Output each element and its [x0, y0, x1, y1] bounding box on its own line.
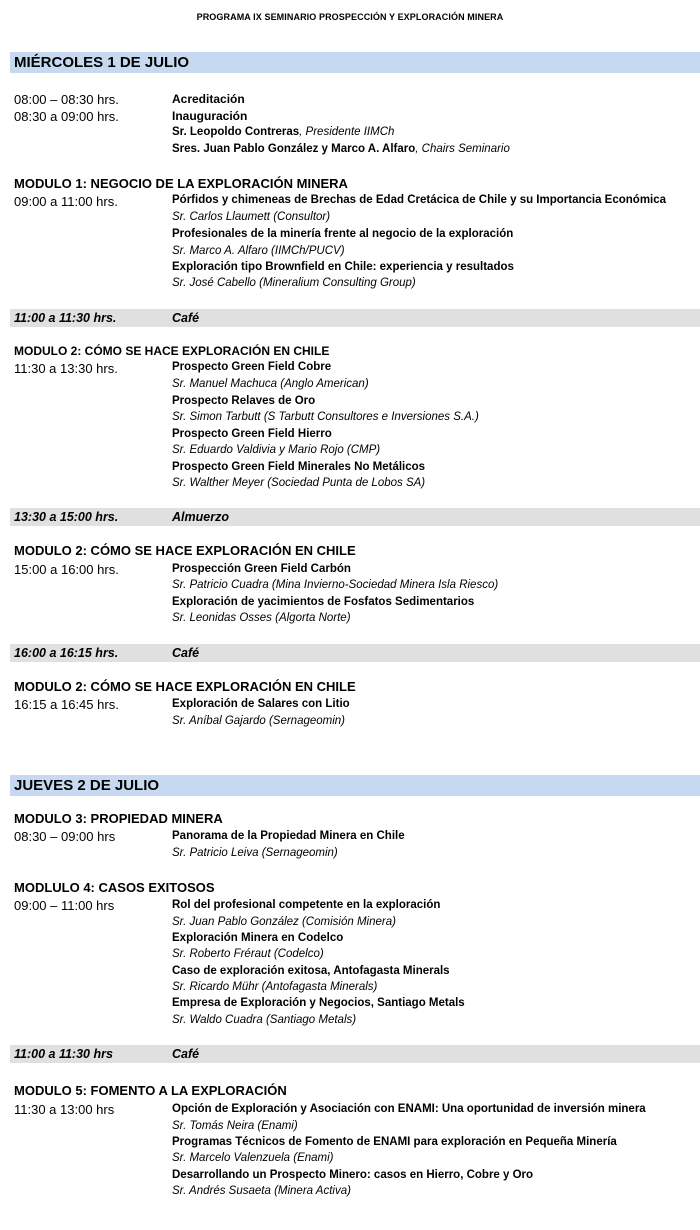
speaker-role: , Presidente IIMCh: [299, 126, 395, 138]
module-time: 09:00 a 11:00 hrs.: [14, 194, 118, 209]
session-time: 08:00 – 08:30 hrs.: [14, 92, 119, 107]
break-row: [10, 309, 700, 327]
module-title: MODULO 1: NEGOCIO DE LA EXPLORACIÓN MINERA: [14, 176, 348, 191]
module-time: 08:30 – 09:00 hrs: [14, 829, 116, 844]
speaker-role: , Chairs Seminario: [415, 143, 510, 155]
break-time: 11:00 a 11:30 hrs: [14, 1047, 113, 1061]
talk-speaker: Sr. Eduardo Valdivia y Mario Rojo (CMP): [172, 444, 381, 456]
talk-title: Pórfidos y chimeneas de Brechas de Edad Cretácica de Chile y su Importancia Económica: [172, 194, 667, 206]
module-time: 15:00 a 16:00 hrs.: [14, 562, 119, 577]
module-title: MODLULO 4: CASOS EXITOSOS: [14, 880, 215, 895]
module-title: MODULO 5: FOMENTO A LA EXPLORACIÓN: [14, 1083, 287, 1098]
break-label: Almuerzo: [172, 510, 229, 524]
break-label: Café: [172, 646, 200, 660]
talk-title: Rol del profesional competente en la exploración: [172, 899, 441, 911]
speaker-name: Sres. Juan Pablo González y Marco A. Alfaro: [172, 143, 416, 155]
break-row: [10, 508, 700, 526]
talk-speaker: Sr. Leonidas Osses (Algorta Norte): [172, 612, 351, 624]
session-time: 08:30 a 09:00 hrs.: [14, 109, 119, 124]
talk-title: Exploración tipo Brownfield en Chile: experiencia y resultados: [172, 261, 514, 273]
talk-speaker: Sr. José Cabello (Mineralium Consulting Group): [172, 277, 416, 289]
talk-title: Desarrollando un Prospecto Minero: casos en Hierro, Cobre y Oro: [172, 1169, 534, 1181]
talk-speaker: Sr. Simon Tarbutt (S Tarbutt Consultores e Inversiones S.A.): [172, 411, 479, 423]
module-time: 11:30 a 13:00 hrs: [14, 1102, 115, 1117]
talk-title: Empresa de Exploración y Negocios, Santiago Metals: [172, 997, 465, 1009]
break-row: [10, 644, 700, 662]
talk-speaker: Sr. Ricardo Mühr (Antofagasta Minerals): [172, 981, 378, 993]
talk-title: Profesionales de la minería frente al negocio de la exploración: [172, 228, 514, 240]
talk-speaker: Sr. Waldo Cuadra (Santiago Metals): [172, 1014, 357, 1026]
talk-title: Prospecto Green Field Minerales No Metálicos: [172, 461, 426, 473]
program-title: PROGRAMA IX SEMINARIO PROSPECCIÓN Y EXPLORACIÓN MINERA: [196, 12, 504, 22]
break-time: 11:00 a 11:30 hrs.: [14, 311, 117, 325]
talk-speaker: Sr. Patricio Leiva (Sernageomin): [172, 847, 338, 859]
talk-speaker: Sr. Walther Meyer (Sociedad Punta de Lobos SA): [172, 477, 426, 489]
talk-speaker: Sr. Aníbal Gajardo (Sernageomin): [172, 715, 346, 727]
talk-speaker: Sr. Marcelo Valenzuela (Enami): [172, 1152, 334, 1164]
talk-title: Exploración Minera en Codelco: [172, 932, 344, 944]
talk-title: Exploración de Salares con Litio: [172, 698, 350, 710]
talk-title: Exploración de yacimientos de Fosfatos Sedimentarios: [172, 596, 475, 608]
talk-speaker: Sr. Marco A. Alfaro (IIMCh/PUCV): [172, 245, 345, 257]
talk-title: Opción de Exploración y Asociación con ENAMI: Una oportunidad de inversión minera: [172, 1103, 646, 1115]
talk-title: Programas Técnicos de Fomento de ENAMI para exploración en Pequeña Minería: [172, 1136, 617, 1148]
day-header-thursday: JUEVES 2 DE JULIO: [10, 775, 700, 796]
talk-speaker: Sr. Manuel Machuca (Anglo American): [172, 378, 369, 390]
module-time: 09:00 – 11:00 hrs: [14, 898, 115, 913]
talk-speaker: Sr. Andrés Susaeta (Minera Activa): [172, 1185, 351, 1197]
break-label: Café: [172, 1047, 200, 1061]
talk-title: Prospecto Green Field Hierro: [172, 428, 332, 440]
talk-title: Prospecto Green Field Cobre: [172, 361, 332, 373]
session-title: Acreditación: [172, 92, 245, 106]
opening-speaker: [172, 143, 510, 155]
module-title: MODULO 2: CÓMO SE HACE EXPLORACIÓN EN CHILE: [14, 543, 356, 558]
talk-title: Prospección Green Field Carbón: [172, 563, 351, 575]
day-header-wednesday: MIÉRCOLES 1 DE JULIO: [10, 52, 700, 73]
talk-speaker: Sr. Roberto Fréraut (Codelco): [172, 948, 324, 960]
module-title: MODULO 2: CÓMO SE HACE EXPLORACIÓN EN CHILE: [14, 679, 356, 694]
talk-speaker: Sr. Patricio Cuadra (Mina Invierno-Sociedad Minera Isla Riesco): [172, 579, 499, 591]
talk-speaker: Sr. Carlos Llaumett (Consultor): [172, 211, 331, 223]
break-row: [10, 1045, 700, 1063]
talk-title: Caso de exploración exitosa, Antofagasta Minerals: [172, 965, 450, 977]
speaker-name: Sr. Leopoldo Contreras: [172, 126, 300, 138]
talk-title: Panorama de la Propiedad Minera en Chile: [172, 830, 405, 842]
talk-speaker: Sr. Juan Pablo González (Comisión Minera): [172, 916, 396, 928]
session-title: Inauguración: [172, 109, 248, 123]
talk-speaker: Sr. Tomás Neira (Enami): [172, 1120, 298, 1132]
break-time: 16:00 a 16:15 hrs.: [14, 646, 119, 660]
opening-speaker: [172, 126, 394, 138]
module-time: 16:15 a 16:45 hrs.: [14, 697, 119, 712]
module-title: MODULO 3: PROPIEDAD MINERA: [14, 811, 223, 826]
talk-title: Prospecto Relaves de Oro: [172, 395, 316, 407]
module-time: 11:30 a 13:30 hrs.: [14, 361, 118, 376]
break-time: 13:30 a 15:00 hrs.: [14, 510, 119, 524]
module-title: MODULO 2: CÓMO SE HACE EXPLORACIÓN EN CHILE: [14, 344, 330, 358]
break-label: Café: [172, 311, 200, 325]
